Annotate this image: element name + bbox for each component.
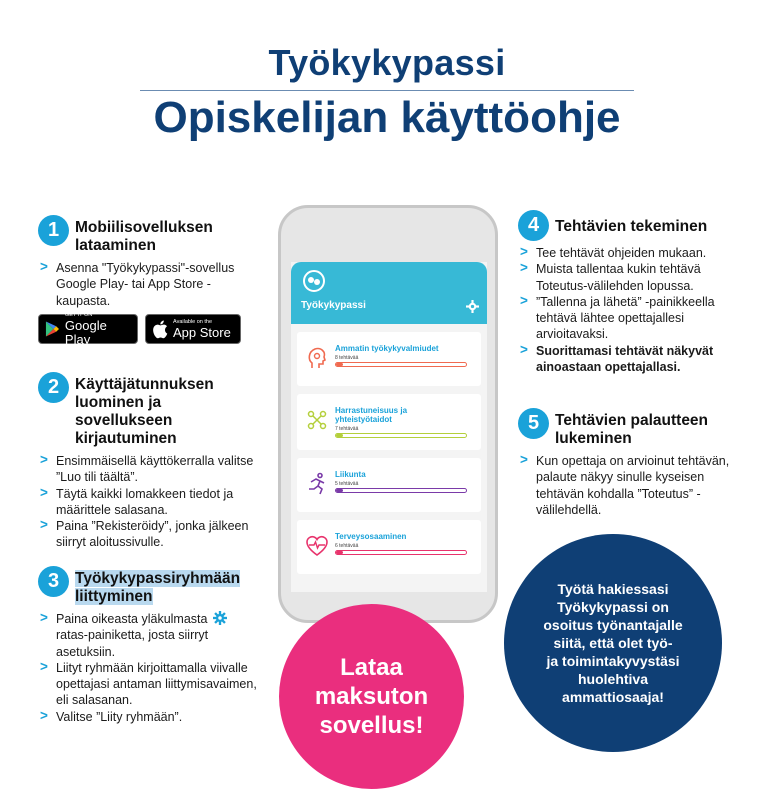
bullet-item: > Suorittamasi tehtävät näkyvät ainoastaan opettajallasi.	[518, 343, 750, 376]
step-2	[38, 372, 268, 551]
tyokykypassi-logo	[303, 270, 325, 292]
step-number-badge: 4	[518, 210, 549, 241]
category-card[interactable]	[297, 458, 481, 512]
bullet-item: > Valitse ”Liity ryhmään”.	[38, 709, 270, 725]
info-line: ja toimintakyvystäsi	[546, 653, 680, 669]
google-badge-small: GET IT ON	[64, 311, 93, 318]
category-card[interactable]	[297, 394, 481, 450]
step-5	[518, 408, 754, 518]
card-count: 7 tehtävää	[335, 426, 359, 432]
bullet-item: > Tee tehtävät ohjeiden mukaan.	[518, 245, 750, 261]
card-label: Harrastuneisuus ja yhteistyötaidot	[335, 406, 408, 424]
info-line: ammattiosaaja!	[562, 689, 664, 705]
phone-mockup	[278, 205, 498, 623]
step-title: Mobiilisovelluksen lataaminen	[75, 219, 213, 254]
bullet-text: ratas-painiketta, josta siirryt asetuksiin.	[56, 628, 209, 659]
progress-bar	[335, 433, 467, 438]
step-3	[38, 566, 270, 725]
heart-icon	[305, 534, 329, 558]
bullet-item: > Asenna "Työkykypassi"-sovellus Google Play- tai App Store -kaupasta.	[38, 260, 250, 309]
people-icon	[305, 408, 329, 432]
info-line: osoitus työnantajalle	[543, 617, 683, 633]
bullet-item: > Täytä kaikki lomakkeen tiedot ja määrittele salasana.	[38, 486, 266, 519]
apple-badge-big: App Store	[173, 324, 231, 340]
runner-icon	[305, 472, 329, 496]
category-card[interactable]	[297, 520, 481, 574]
category-card[interactable]	[297, 332, 481, 386]
app-header	[291, 262, 487, 324]
step-number-badge: 3	[38, 566, 69, 597]
google-play-badge[interactable]	[38, 311, 138, 347]
store-badges	[38, 311, 241, 347]
info-line: Työkykypassi on	[557, 599, 669, 615]
card-count: 5 tehtävää	[335, 481, 359, 487]
step-number-badge: 5	[518, 408, 549, 439]
card-label: Liikunta	[335, 470, 366, 479]
gear-icon	[213, 611, 227, 625]
bullet-item: > Paina ”Rekisteröidy”, jonka jälkeen siirryt aloitussivulle.	[38, 518, 266, 551]
gear-icon[interactable]	[466, 300, 479, 313]
app-name: Työkykypassi	[301, 300, 366, 311]
info-circle	[504, 534, 722, 752]
google-play-icon	[45, 320, 60, 338]
apple-badge-small: Available on the	[173, 318, 213, 325]
bullet-item: > Ensimmäisellä käyttökerralla valitse ”Luo tili täältä”.	[38, 453, 266, 486]
progress-bar	[335, 550, 467, 555]
step-title: Työkykypassiryhmään liittyminen	[75, 570, 241, 605]
card-label: Ammatin työkykyvalmiudet	[335, 344, 439, 353]
cta-line: maksuton	[314, 683, 429, 710]
apple-icon	[152, 320, 168, 339]
app-screen	[291, 262, 487, 592]
bullet-item: > Muista tallentaa kukin tehtävä Toteutus-välilehden lopussa.	[518, 261, 750, 294]
info-line: huolehtiva	[577, 671, 648, 687]
bullet-text: Paina oikeasta yläkulmasta	[56, 612, 208, 626]
info-line: siitä, että olet työ-	[553, 635, 673, 651]
info-line: Työtä hakiessasi	[557, 581, 669, 597]
step-1	[38, 215, 258, 309]
cta-line: Lataa	[340, 654, 403, 681]
cta-line: sovellus!	[319, 712, 424, 739]
download-cta[interactable]	[279, 604, 464, 789]
step-title: Tehtävien tekeminen	[555, 218, 708, 235]
step-4	[518, 210, 754, 375]
app-store-badge[interactable]	[145, 314, 241, 344]
card-label: Terveysosaaminen	[335, 532, 407, 541]
card-count: 8 tehtävää	[335, 355, 359, 361]
head-icon	[305, 346, 329, 370]
title-divider	[140, 90, 634, 91]
bullet-item: > Kun opettaja on arvioinut tehtävän, palaute näkyy sinulle kyseisen tehtävän kohdalla ”Toteutus” -välilehdellä.	[518, 453, 750, 518]
bullet-item: > ”Tallenna ja lähetä” -painikkeella tehtävä lähtee opettajallesi arvioitavaksi.	[518, 294, 750, 343]
step-title: Käyttäjätunnuksen luominen ja sovellukseen kirjautuminen	[75, 376, 214, 447]
step-title: Tehtävien palautteen lukeminen	[555, 412, 709, 447]
progress-bar	[335, 488, 467, 493]
step-number-badge: 1	[38, 215, 69, 246]
bullet-item	[38, 611, 270, 660]
progress-bar	[335, 362, 467, 367]
document-title: Työkykypassi	[268, 42, 506, 83]
document-subtitle: Opiskelijan käyttöohje	[153, 93, 621, 142]
google-badge-big: Google Play	[64, 317, 107, 347]
step-number-badge: 2	[38, 372, 69, 403]
card-count: 6 tehtävää	[335, 543, 359, 549]
bullet-item: > Liityt ryhmään kirjoittamalla viivalle opettajasi antaman liittymisavaimen, eli salasanan.	[38, 660, 270, 709]
